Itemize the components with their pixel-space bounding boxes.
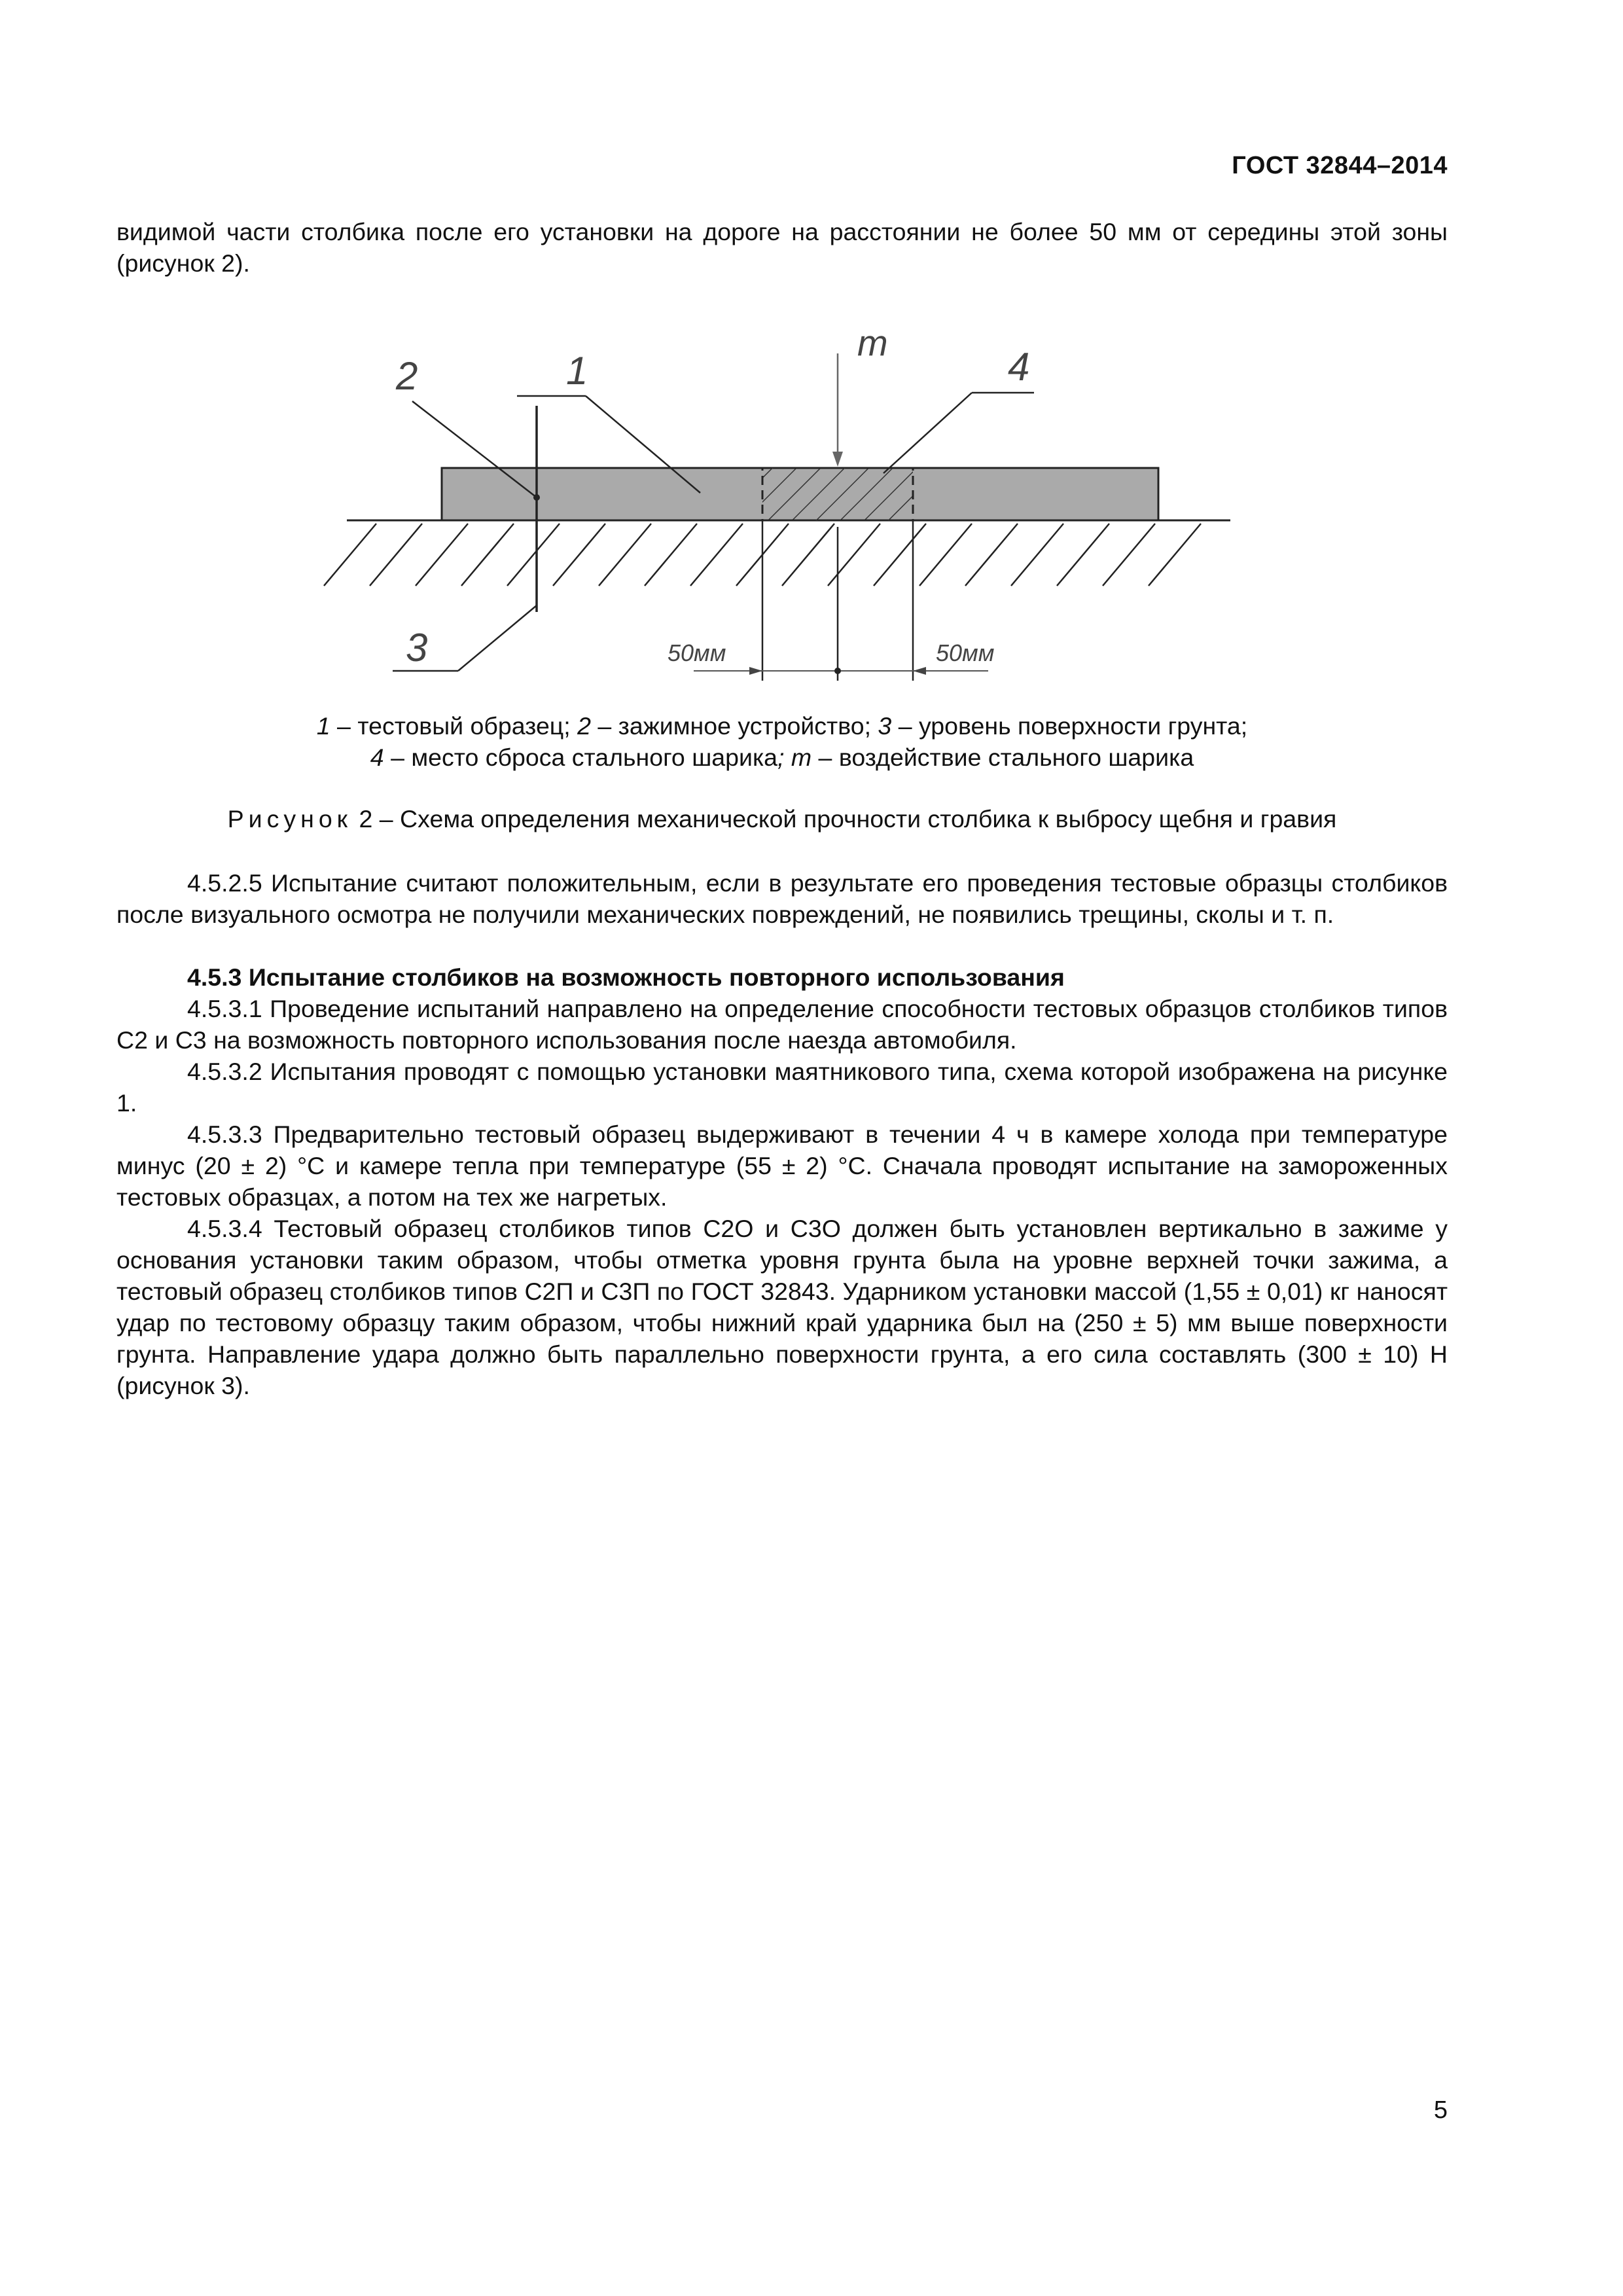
dim-center-point	[834, 668, 841, 674]
label-m: m	[857, 324, 888, 363]
paragraph-4-5-2-5: 4.5.2.5 Испытание считают положительным, если в результате его проведения тестовые образцы столбиков после визуального осмотра не получили механических повреждений, не появились трещины, сколы и т. п.	[116, 869, 1448, 928]
dim-label-right: 50мм	[936, 639, 995, 666]
leader-4b	[883, 393, 972, 473]
legend-line-1	[116, 710, 1448, 742]
paragraph-4-5-3-1: 4.5.3.1 Проведение испытаний направлено на определение способности тестовых образцов столбиков типов С2 и С3 на возможность повторного использования после наезда автомобиля.	[116, 995, 1448, 1054]
label-2: 2	[396, 354, 418, 398]
page-number: 5	[1433, 2096, 1448, 2124]
caption-text: 2 – Схема определения механической прочности столбика к выбросу щебня и гравия	[352, 805, 1337, 833]
legend-num-3: 3	[878, 712, 892, 740]
paragraph-4-5-3-3: 4.5.3.3 Предварительно тестовый образец выдерживают в течении 4 ч в камере холода при температуре минус (20 ± 2) °С и камере тепла при температуре (55 ± 2) °С. Сначала проводят испытание на замороженных тестовых образцах, а потом на тех же нагретых.	[116, 1121, 1448, 1211]
dim-arrow-left	[749, 667, 762, 675]
figure-legend	[116, 710, 1448, 773]
diagram-svg	[314, 324, 1257, 691]
intro-paragraph: видимой части столбика после его установки на дороге на расстоянии не более 50 мм от середины этой зоны (рисунок 2).	[116, 218, 1448, 277]
body-block	[116, 867, 1448, 1401]
label-4: 4	[1008, 345, 1030, 389]
label-1: 1	[566, 349, 588, 393]
figure-2-diagram	[314, 324, 1257, 691]
leader-3b	[458, 605, 537, 671]
paragraph-4-5-3-2: 4.5.3.2 Испытания проводят с помощью установки маятникового типа, схема которой изображена на рисунке 1.	[116, 1058, 1448, 1117]
impact-zone	[762, 468, 913, 520]
legend-m: m	[791, 744, 812, 771]
impact-arrow-head	[832, 452, 843, 467]
label-3: 3	[406, 626, 428, 670]
legend-num-1: 1	[316, 712, 330, 740]
heading-4-5-3: 4.5.3 Испытание столбиков на возможность повторного использования	[187, 963, 1065, 991]
legend-text-3: – уровень поверхности грунта;	[891, 712, 1248, 740]
spacer	[116, 930, 1448, 961]
legend-text-2: – зажимное устройство;	[590, 712, 878, 740]
legend-text-1: – тестовый образец;	[330, 712, 578, 740]
paragraph-4-5-3-4: 4.5.3.4 Тестовый образец столбиков типов С2О и С3О должен быть установлен вертикально в зажиме у основания установки таким образом, чтобы отметка уровня грунта была на уровне верхней точки зажима, а тестовый образец столбиков типов С2П и С3П по ГОСТ 32843. Ударником установки массой (1,55 ± 0,01) кг наносят удар по тестовому образцу таким образом, чтобы нижний край ударника был на (250 ± 5) мм выше поверхности грунта. Направление удара должно быть параллельно поверхности грунта, а его сила составлять (300 ± 10) Н (рисунок 3).	[116, 1215, 1448, 1399]
legend-text-m: – воздействие стального шарика	[812, 744, 1194, 771]
legend-text-4: – место сброса стального шарика	[383, 744, 778, 771]
legend-num-4: 4	[370, 744, 384, 771]
legend-num-2: 2	[577, 712, 591, 740]
figure-caption	[116, 803, 1448, 834]
legend-line-2	[116, 742, 1448, 773]
dim-arrow-right	[913, 667, 926, 675]
dim-label-left: 50мм	[668, 639, 726, 666]
caption-word: Рисунок	[227, 805, 353, 833]
legend-sep: ;	[777, 744, 791, 771]
intro-block	[116, 216, 1448, 279]
document-code: ГОСТ 32844–2014	[1232, 152, 1448, 179]
